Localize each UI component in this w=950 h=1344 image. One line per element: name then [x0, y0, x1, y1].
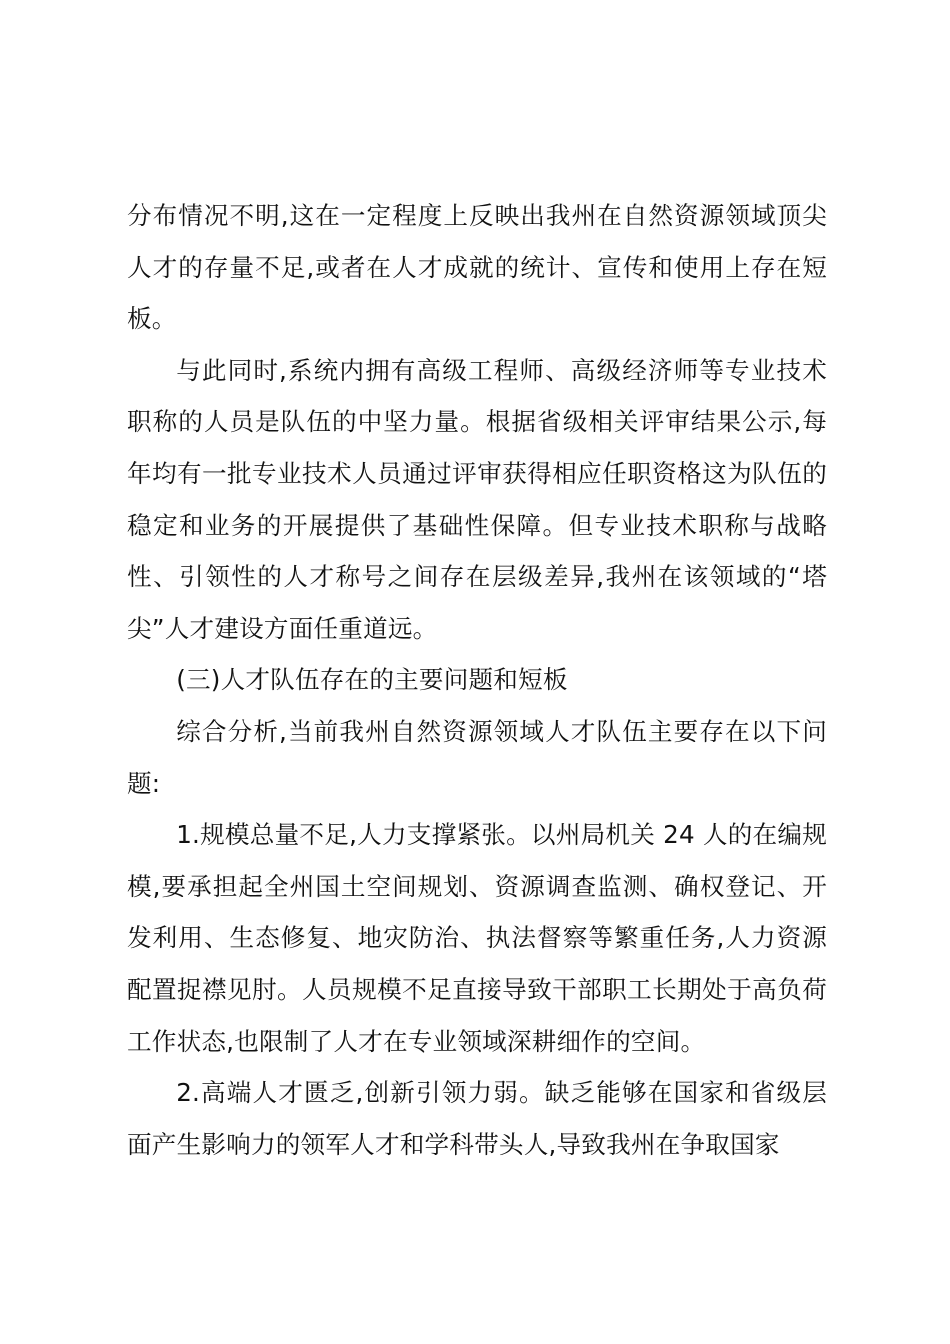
paragraph-professional-titles: 与此同时,系统内拥有高级工程师、高级经济师等专业技术职称的人员是队伍的中坚力量。根据省级相关评审结果公示,每年均有一批专业技术人员通过评审获得相应任职资格这为队伍的稳定和业务的开展提供了基础性保障。但专业技术职称与战略性、引领性的人才称号之间存在层级差异,我州在该领域的“塔尖”人才建设方面任重道远。 — [127, 355, 827, 643]
paragraph-talent-distribution: 分布情况不明,这在一定程度上反映出我州在自然资源领域顶尖人才的存量不足,或者在人才成就的统计、宣传和使用上存在短板。 — [127, 201, 827, 334]
document-body — [127, 190, 827, 1170]
paragraph-problem-1: 1.规模总量不足,人力支撑紧张。以州局机关 24 人的在编规模,要承担起全州国土空间规划、资源调查监测、确权登记、开发利用、生态修复、地灾防治、执法督察等繁重任务,人力资源配置捉襟见肘。人员规模不足直接导致干部职工长期处于高负荷工作状态,也限制了人才在专业领域深耕细作的空间。 — [127, 820, 827, 1056]
paragraph-problem-2: 2.高端人才匮乏,创新引领力弱。缺乏能够在国家和省级层面产生影响力的领军人才和学科带头人,导致我州在争取国家 — [127, 1078, 827, 1159]
paragraph-analysis-intro: 综合分析,当前我州自然资源领域人才队伍主要存在以下问题: — [127, 716, 827, 798]
section-heading-main-problems: (三)人才队伍存在的主要问题和短板 — [176, 665, 568, 695]
